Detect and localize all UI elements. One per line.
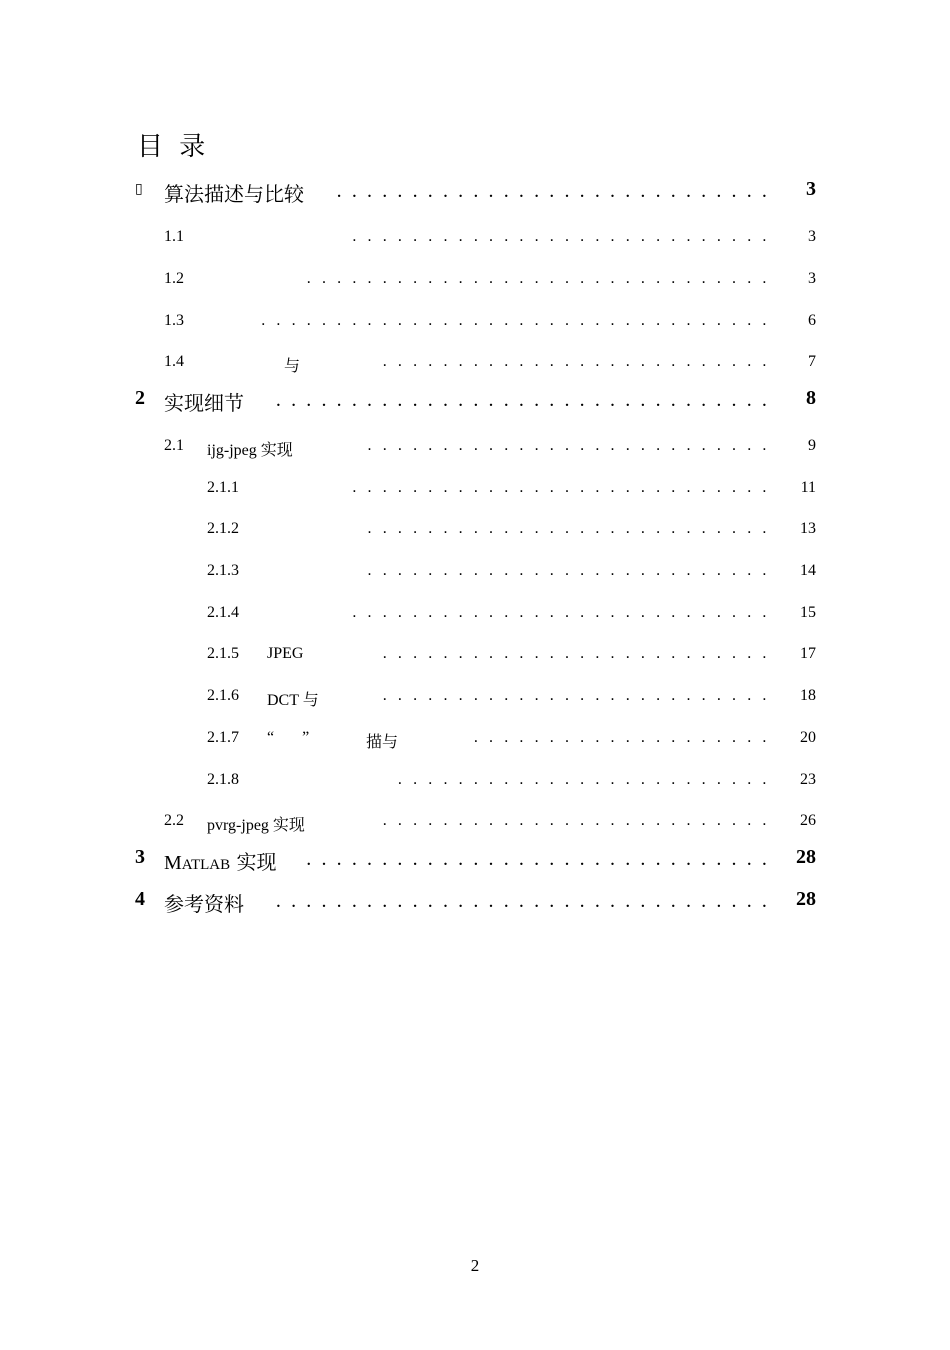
toc-entry-title: 算法描述与比较 — [164, 182, 304, 206]
toc-entry-number: 2.1 — [164, 437, 184, 454]
toc-entry-number: 2.1.2 — [207, 520, 239, 537]
toc-entry-page: 20 — [800, 729, 816, 746]
toc-entry-page: 8 — [806, 387, 816, 409]
toc-leader: . . . . . . . . . . . . . . . . . . . . . . . . . . . . . — [336, 180, 767, 202]
toc-entry-number: 2.1.5 — [207, 645, 239, 662]
toc-entry-number: 1.3 — [164, 312, 184, 329]
toc-leader: . . . . . . . . . . . . . . . . . . . . . . . . . . . . — [352, 604, 767, 621]
toc-entry-2-1[interactable] — [0, 437, 950, 467]
toc-entry-1-2[interactable] — [0, 270, 950, 300]
toc-entry-number: 2.1.1 — [207, 479, 239, 496]
toc-entry-page: 18 — [800, 687, 816, 704]
toc-entry-page: 7 — [808, 353, 816, 370]
toc-entry-number: 1.4 — [164, 353, 184, 370]
toc-entry-2-1-5[interactable] — [0, 645, 950, 675]
toc-entry-1-3[interactable] — [0, 312, 950, 342]
toc-entry-page: 14 — [800, 562, 816, 579]
title-smallcaps: ATLAB — [181, 857, 231, 873]
title-m: M — [164, 852, 182, 874]
toc-leader: . . . . . . . . . . . . . . . . . . . . . . . . . . — [382, 687, 767, 704]
toc-entry-title: ijg-jpeg 实现 — [207, 442, 293, 459]
toc-leader: . . . . . . . . . . . . . . . . . . . . . . . . . . . . — [352, 479, 767, 496]
toc-leader: . . . . . . . . . . . . . . . . . . . . . . . . . . . . . . . — [306, 270, 767, 287]
toc-entry-3[interactable] — [0, 846, 950, 876]
toc-entry-number: 1.1 — [164, 228, 184, 245]
toc-leader: . . . . . . . . . . . . . . . . . . . . . . . . . . . . . . . . . — [275, 389, 767, 411]
missing-glyph-icon: ▯ — [135, 181, 143, 197]
page-number: 2 — [470, 1256, 480, 1275]
toc-entry-title: DCT 与 — [267, 692, 319, 709]
toc-entry-page: 6 — [808, 312, 816, 329]
toc-entry-page: 3 — [806, 178, 816, 200]
toc-leader: . . . . . . . . . . . . . . . . . . . . . . . . . . — [382, 812, 767, 829]
toc-entry-2-2[interactable] — [0, 812, 950, 842]
toc-entry-page: 17 — [800, 645, 816, 662]
toc-entry-2-1-2[interactable] — [0, 520, 950, 550]
toc-entry-title-extra: 描与 — [366, 732, 399, 751]
toc-entry-page: 23 — [800, 771, 816, 788]
toc-leader: . . . . . . . . . . . . . . . . . . . . . . . . . . . — [367, 437, 767, 454]
toc-entry-title: 实现细节 — [164, 391, 244, 415]
toc-entry-2[interactable] — [0, 387, 950, 417]
toc-entry-title: “ ” — [267, 729, 322, 746]
toc-entry-page: 3 — [808, 228, 816, 245]
toc-entry-number: 2.1.7 — [207, 729, 239, 746]
toc-entry-1[interactable] — [0, 178, 950, 208]
toc-leader: . . . . . . . . . . . . . . . . . . . . . . . . . . . . — [352, 228, 767, 245]
toc-entry-title: pvrg-jpeg 实现 — [207, 817, 305, 834]
title-rest: 实现 — [230, 850, 277, 874]
toc-entry-2-1-4[interactable] — [0, 604, 950, 634]
toc-entry-number: 2.1.8 — [207, 771, 239, 788]
toc-title: 目 录 — [137, 132, 210, 162]
toc-leader: . . . . . . . . . . . . . . . . . . . . . . . . . . . — [367, 520, 767, 537]
toc-entry-2-1-8[interactable] — [0, 771, 950, 801]
toc-leader: . . . . . . . . . . . . . . . . . . . . . . . . . . — [382, 645, 767, 662]
toc-entry-2-1-1[interactable] — [0, 479, 950, 509]
toc-leader: . . . . . . . . . . . . . . . . . . . . . . . . . . . . . . . . . . — [261, 312, 767, 329]
toc-entry-page: 28 — [796, 846, 816, 868]
toc-leader: . . . . . . . . . . . . . . . . . . . . — [473, 729, 767, 746]
toc-entry-page: 13 — [800, 520, 816, 537]
toc-entry-title — [164, 846, 277, 875]
toc-entry-number: 2.1.6 — [207, 687, 239, 704]
toc-entry-page: 26 — [800, 812, 816, 829]
toc-entry-number: 2.1.4 — [207, 604, 239, 621]
toc-entry-title: JPEG — [267, 645, 304, 662]
toc-leader: . . . . . . . . . . . . . . . . . . . . . . . . . — [397, 771, 767, 788]
toc-entry-1-1[interactable] — [0, 228, 950, 258]
toc-leader: . . . . . . . . . . . . . . . . . . . . . . . . . . . . . . . . . — [275, 890, 767, 912]
toc-entry-2-1-6[interactable] — [0, 687, 950, 717]
toc-entry-number: 3 — [135, 846, 145, 868]
toc-entry-number: 2 — [135, 387, 145, 409]
toc-entry-page: 15 — [800, 604, 816, 621]
toc-entry-number: 1.2 — [164, 270, 184, 287]
toc-entry-page: 3 — [808, 270, 816, 287]
toc-entry-page: 11 — [800, 479, 816, 496]
toc-entry-2-1-3[interactable] — [0, 562, 950, 592]
toc-leader: . . . . . . . . . . . . . . . . . . . . . . . . . . — [382, 353, 767, 370]
toc-entry-title: 参考资料 — [164, 892, 244, 916]
toc-entry-page: 28 — [796, 888, 816, 910]
toc-entry-number: 4 — [135, 888, 145, 910]
toc-entry-page: 9 — [808, 437, 816, 454]
toc-entry-number: 2.1.3 — [207, 562, 239, 579]
toc-entry-title: 与 — [284, 356, 301, 375]
toc-leader: . . . . . . . . . . . . . . . . . . . . . . . . . . . . . . . — [306, 848, 767, 870]
toc-entry-1-4[interactable] — [0, 353, 950, 383]
toc-entry-4[interactable] — [0, 888, 950, 918]
toc-entry-number: 2.2 — [164, 812, 184, 829]
toc-leader: . . . . . . . . . . . . . . . . . . . . . . . . . . . — [367, 562, 767, 579]
toc-entry-2-1-7[interactable] — [0, 729, 950, 759]
